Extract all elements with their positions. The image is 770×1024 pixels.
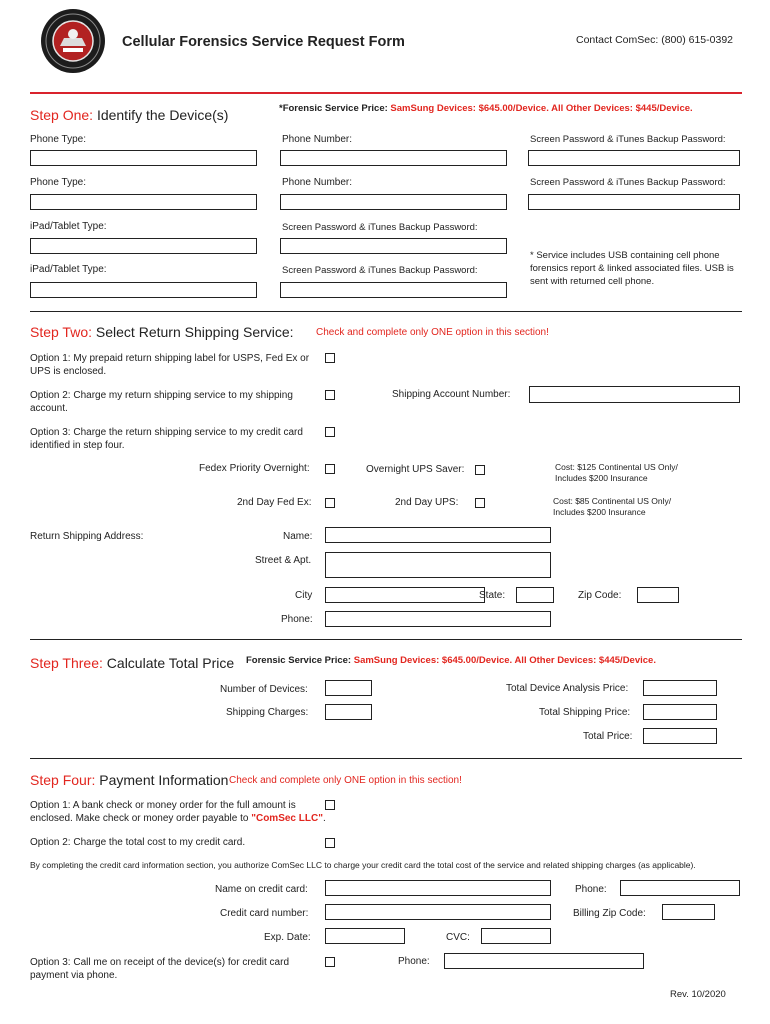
phone-type-input-1[interactable]	[30, 150, 257, 166]
total-shipping-price-input[interactable]	[643, 704, 717, 720]
phone-number-label-2: Phone Number:	[282, 177, 353, 188]
city-input[interactable]	[325, 587, 485, 603]
ups-2day-checkbox[interactable]	[475, 498, 485, 508]
street-label: Street & Apt.	[255, 555, 312, 566]
ups-overnight-checkbox[interactable]	[475, 465, 485, 475]
total-device-price-label: Total Device Analysis Price:	[506, 683, 629, 694]
exp-date-label: Exp. Date:	[264, 932, 311, 943]
screen-password-label-1: Screen Password & iTunes Backup Password:	[530, 134, 726, 145]
usb-service-note: * Service includes USB containing cell phone forensics report & linked associated files. USB is sent with returned cell phone.	[530, 250, 734, 287]
payment-option-2-checkbox[interactable]	[325, 838, 335, 848]
fedex-2day-checkbox[interactable]	[325, 498, 335, 508]
step-two-rule	[30, 639, 742, 640]
cvc-label: CVC:	[446, 932, 470, 943]
payment-option-3-checkbox[interactable]	[325, 957, 335, 967]
phone-type-input-2[interactable]	[30, 194, 257, 210]
form-title: Cellular Forensics Service Request Form	[122, 34, 405, 50]
fedex-overnight-checkbox[interactable]	[325, 464, 335, 474]
revision-label: Rev. 10/2020	[670, 989, 726, 1000]
shipping-option-3-checkbox[interactable]	[325, 427, 335, 437]
screen-password-label-2: Screen Password & iTunes Backup Password:	[530, 177, 726, 188]
callback-phone-label: Phone:	[398, 956, 430, 967]
zip-input[interactable]	[637, 587, 679, 603]
step-one-rule	[30, 311, 742, 312]
card-phone-label: Phone:	[575, 884, 607, 895]
screen-password-input-2[interactable]	[528, 194, 740, 210]
contact-info: Contact ComSec: (800) 615-0392	[576, 34, 734, 46]
2day-cost-note: Cost: $85 Continental US Only/ Includes $200 Insurance	[553, 496, 672, 517]
payment-option-3-label: Option 3: Call me on receipt of the device(s) for credit card payment via phone.	[30, 957, 290, 981]
shipping-account-label: Shipping Account Number:	[392, 389, 511, 400]
billing-zip-label: Billing Zip Code:	[573, 908, 646, 919]
total-device-price-input[interactable]	[643, 680, 717, 696]
total-shipping-price-label: Total Shipping Price:	[539, 707, 631, 718]
street-input[interactable]	[325, 552, 551, 578]
shipping-account-input[interactable]	[529, 386, 740, 403]
shipping-option-2-label: Option 2: Charge my return shipping service to my shipping account.	[30, 390, 293, 414]
payment-option-1-line2: enclosed. Make check or money order payable to "ComSec LLC".	[30, 813, 326, 824]
card-name-label: Name on credit card:	[215, 884, 308, 895]
shipping-charges-input[interactable]	[325, 704, 372, 720]
phone-number-input-2[interactable]	[280, 194, 507, 210]
shipping-option-2-checkbox[interactable]	[325, 390, 335, 400]
total-price-label: Total Price:	[583, 731, 633, 742]
phone-number-label-1: Phone Number:	[282, 134, 353, 145]
total-price-input[interactable]	[643, 728, 717, 744]
shipping-charges-label: Shipping Charges:	[226, 707, 309, 718]
card-number-label: Credit card number:	[220, 908, 309, 919]
ipad-password-input-1[interactable]	[280, 238, 507, 254]
fedex-2day-label: 2nd Day Fed Ex:	[237, 497, 312, 508]
ipad-type-label-2: iPad/Tablet Type:	[30, 264, 107, 275]
step-two-instruction: Check and complete only ONE option in this section!	[316, 327, 549, 338]
card-name-input[interactable]	[325, 880, 551, 896]
phone-type-label-1: Phone Type:	[30, 134, 86, 145]
card-number-input[interactable]	[325, 904, 551, 920]
return-address-label: Return Shipping Address:	[30, 531, 144, 542]
return-name-label: Name:	[283, 531, 313, 542]
num-devices-label: Number of Devices:	[220, 684, 308, 695]
ups-2day-label: 2nd Day UPS:	[395, 497, 459, 508]
payment-option-2-label: Option 2: Charge the total cost to my credit card.	[30, 837, 246, 848]
step-four-instruction: Check and complete only ONE option in this section!	[229, 775, 462, 786]
cvc-input[interactable]	[481, 928, 551, 944]
return-phone-label: Phone:	[281, 614, 313, 625]
payment-option-1-checkbox[interactable]	[325, 800, 335, 810]
ups-overnight-label: Overnight UPS Saver:	[366, 464, 465, 475]
payment-option-1-line1: Option 1: A bank check or money order for the full amount is	[30, 800, 296, 811]
ipad-password-input-2[interactable]	[280, 282, 507, 298]
ipad-type-input-1[interactable]	[30, 238, 257, 254]
step-four-heading: Step Four: Payment Information	[30, 772, 229, 788]
ipad-type-input-2[interactable]	[30, 282, 257, 298]
state-label: State:	[479, 590, 506, 601]
step-one-price: *Forensic Service Price: SamSung Devices: $645.00/Device. All Other Devices: $445/Device.	[279, 103, 693, 114]
phone-number-input-1[interactable]	[280, 150, 507, 166]
callback-phone-input[interactable]	[444, 953, 644, 969]
shipping-option-1-checkbox[interactable]	[325, 353, 335, 363]
ipad-password-label-1: Screen Password & iTunes Backup Password:	[282, 222, 478, 233]
step-three-rule	[30, 758, 742, 759]
exp-date-input[interactable]	[325, 928, 405, 944]
step-three-heading: Step Three: Calculate Total Price	[30, 655, 235, 671]
authorization-text: By completing the credit card information section, you authorize ComSec LLC to charge your credit card the total cost of the service and related shipping charges (as applicable).	[30, 860, 696, 870]
ipad-type-label-1: iPad/Tablet Type:	[30, 221, 107, 232]
return-phone-input[interactable]	[325, 611, 551, 627]
logo-seal	[40, 8, 106, 74]
shipping-option-3-label: Option 3: Charge the return shipping service to my credit card identified in step four.	[30, 427, 303, 451]
step-two-heading: Step Two: Select Return Shipping Service:	[30, 324, 294, 340]
ipad-password-label-2: Screen Password & iTunes Backup Password:	[282, 265, 478, 276]
zip-label: Zip Code:	[578, 590, 622, 601]
return-name-input[interactable]	[325, 527, 551, 543]
overnight-cost-note: Cost: $125 Continental US Only/ Includes $200 Insurance	[555, 462, 678, 483]
header-rule	[30, 92, 742, 94]
num-devices-input[interactable]	[325, 680, 372, 696]
step-one-heading: Step One: Identify the Device(s)	[30, 107, 229, 123]
state-input[interactable]	[516, 587, 554, 603]
billing-zip-input[interactable]	[662, 904, 715, 920]
step-three-price: Forensic Service Price: SamSung Devices: $645.00/Device. All Other Devices: $445/Device.	[246, 655, 656, 666]
city-label: City	[295, 590, 313, 601]
fedex-overnight-label: Fedex Priority Overnight:	[199, 463, 310, 474]
shipping-option-1-label: Option 1: My prepaid return shipping label for USPS, Fed Ex or UPS is enclosed.	[30, 353, 310, 377]
card-phone-input[interactable]	[620, 880, 740, 896]
phone-type-label-2: Phone Type:	[30, 177, 86, 188]
screen-password-input-1[interactable]	[528, 150, 740, 166]
